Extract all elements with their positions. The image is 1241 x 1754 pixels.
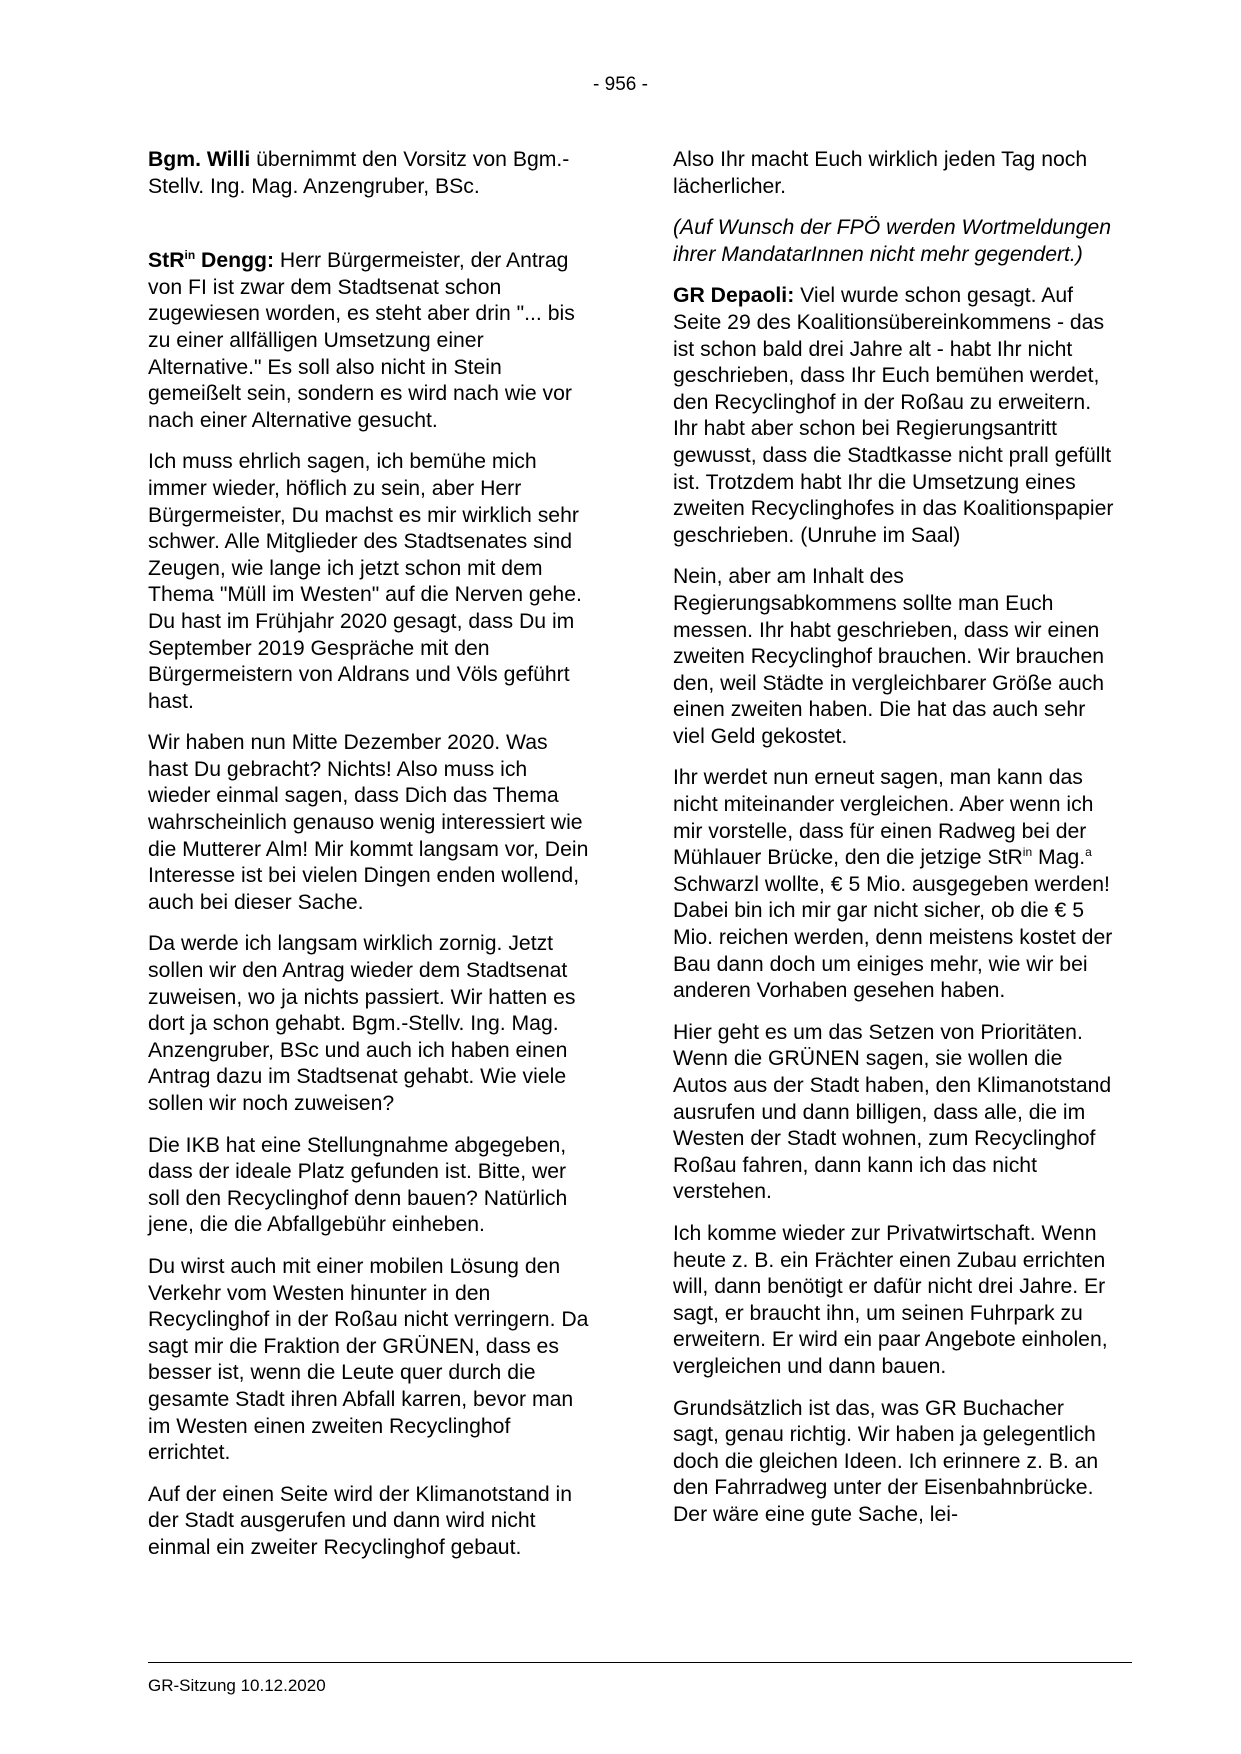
speaker-title: StR [148,249,185,273]
paragraph [673,283,1115,549]
superscript: a [1085,845,1092,860]
paragraph-text: Viel wurde schon gesagt. Auf Seite 29 des Koalitionsübereinkommens - das ist schon bald drei Jahre alt - habt Ihr nicht geschrieben, dass Ihr Euch bemühen werdet, den Recyclinghof in der Roßau zu erweitern. Ihr habt aber schon bei Regierungsantritt gewusst, dass die Stadtkasse nicht prall gefüllt ist. Trotzdem habt Ihr die Umsetzung eines zweiten Recyclinghofes in das Koalitionspapier geschrieben. (Unruhe im Saal) [673,284,1114,547]
paragraph-text: Herr Bürgermeister, der Antrag von FI ist zwar dem Stadtsenat schon zugewiesen worden, es steht aber drin "... bis zu einer allfälligen Umsetzung einer Alternative." Es soll also nicht in Stein gemeißelt sein, sondern es wird nach wie vor nach einer Alternative gesucht. [148,249,575,432]
paragraph: Ich muss ehrlich sagen, ich bemühe mich immer wieder, höflich zu sein, aber Herr Bürgermeister, Du machst es mir wirklich sehr schwer. Alle Mitglieder des Stadtsenates sind Zeugen, wie lange ich jetzt schon mit dem Thema "Müll im Westen" auf die Nerven gehe. Du hast im Frühjahr 2020 gesagt, dass Du im September 2019 Gespräche mit den Bürgermeistern von Aldrans und Völs geführt hast. [148,450,582,713]
footer-session-date: GR-Sitzung 10.12.2020 [148,1676,326,1695]
paragraph: Die IKB hat eine Stellungnahme abgegeben, dass der ideale Platz gefunden ist. Bitte, wer soll den Recyclinghof denn bauen? Natürlich jene, die die Abfallgebühr einheben. [148,1133,568,1237]
speaker-surname: Dengg: [195,249,275,273]
paragraph: Hier geht es um das Setzen von Prioritäten. Wenn die GRÜNEN sagen, sie wollen die Autos aus der Stadt haben, den Klimanotstand ausrufen und dann billigen, dass alle, die im Westen der Stadt wohnen, zum Recyclinghof Roßau fahren, dann kann ich das nicht verstehen. [673,1020,1112,1204]
editorial-note: (Auf Wunsch der FPÖ werden Wortmeldungen ihrer MandatarInnen nicht mehr gegendert.) [673,216,1112,266]
paragraph: Da werde ich langsam wirklich zornig. Jetzt sollen wir den Antrag wieder dem Stadtsenat zuweisen, wo ja nichts passiert. Wir hatten es dort ja schon gehabt. Bgm.-Stellv. Ing. Mag. Anzengruber, BSc und auch ich haben einen Antrag dazu im Stadtsenat gehabt. Wie viele sollen wir noch zuweisen? [148,932,576,1115]
paragraph: Also Ihr macht Euch wirklich jeden Tag noch lächerlicher. [673,148,1088,198]
paragraph-text: Ihr werdet nun erneut sagen, man kann das nicht miteinander vergleichen. Aber wenn ich mir vorstelle, dass für einen Radweg bei der Mühlauer Brücke, den die jetzige StR [673,766,1094,870]
paragraph: Nein, aber am Inhalt des Regierungsabkommens sollte man Euch messen. Ihr habt geschrieben, dass wir einen zweiten Recyclinghof brauchen. Wir brauchen den, weil Städte in vergleichbarer Größe auch einen zweiten haben. Die hat das auch sehr viel Geld gekostet. [673,565,1105,748]
paragraph: Grundsätzlich ist das, was GR Buchacher sagt, genau richtig. Wir haben ja gelegentlich doch die gleichen Ideen. Ich erinnere z. B. an den Fahrradweg unter der Eisenbahnbrücke. Der wäre eine gute Sache, lei- [673,1396,1099,1526]
paragraph [673,765,1115,1004]
paragraph-text: Mag. [1032,846,1086,870]
paragraph: Du wirst auch mit einer mobilen Lösung den Verkehr vom Westen hinunter in den Recyclinghof in der Roßau nicht verringern. Da sagt mir die Fraktion der GRÜNEN, dass es besser ist, wenn die Leute quer durch die gesamte Stadt ihren Abfall karren, bevor man im Westen einen zweiten Recyclinghof errichtet. [148,1254,589,1465]
paragraph-text: Schwarzl wollte, € 5 Mio. ausgegeben werden! Dabei bin ich mir gar nicht sicher, ob die € 5 Mio. reichen werden, denn meistens kostet der Bau dann doch um einiges mehr, wie wir bei anderen Vorhaben gesehen haben. [673,872,1113,1003]
speaker-name: GR Depaoli: [673,284,795,308]
left-column [148,147,590,1577]
superscript: in [184,248,196,263]
speaker-name [148,249,274,272]
paragraph [148,248,590,434]
paragraph-text: übernimmt den Vorsitz von Bgm.-Stellv. Ing. Mag. Anzengruber, BSc. [148,148,570,198]
page-number: - 956 - [593,74,648,95]
speaker-name: Bgm. Willi [148,148,251,171]
paragraph: Auf der einen Seite wird der Klimanotstand in der Stadt ausgerufen und dann wird nicht einmal ein zweiter Recyclinghof gebaut. [148,1482,572,1559]
paragraph: Wir haben nun Mitte Dezember 2020. Was hast Du gebracht? Nichts! Also muss ich wieder einmal sagen, dass Dich das Thema wahrscheinlich genauso wenig interessiert wie die Mutterer Alm! Mir kommt langsam vor, Dein Interesse ist bei vielen Dingen enden wollend, auch bei dieser Sache. [148,731,589,914]
footer-divider [148,1662,1132,1663]
paragraph: Ich komme wieder zur Privatwirtschaft. Wenn heute z. B. ein Frächter einen Zubau errichten will, dann benötigt er dafür nicht drei Jahre. Er sagt, er braucht ihn, um seinen Fuhrpark zu erweitern. Er wird ein paar Angebote einholen, vergleichen und dann bauen. [673,1221,1108,1378]
paragraph [148,147,590,200]
right-column [673,147,1115,1544]
superscript: in [1022,845,1033,860]
